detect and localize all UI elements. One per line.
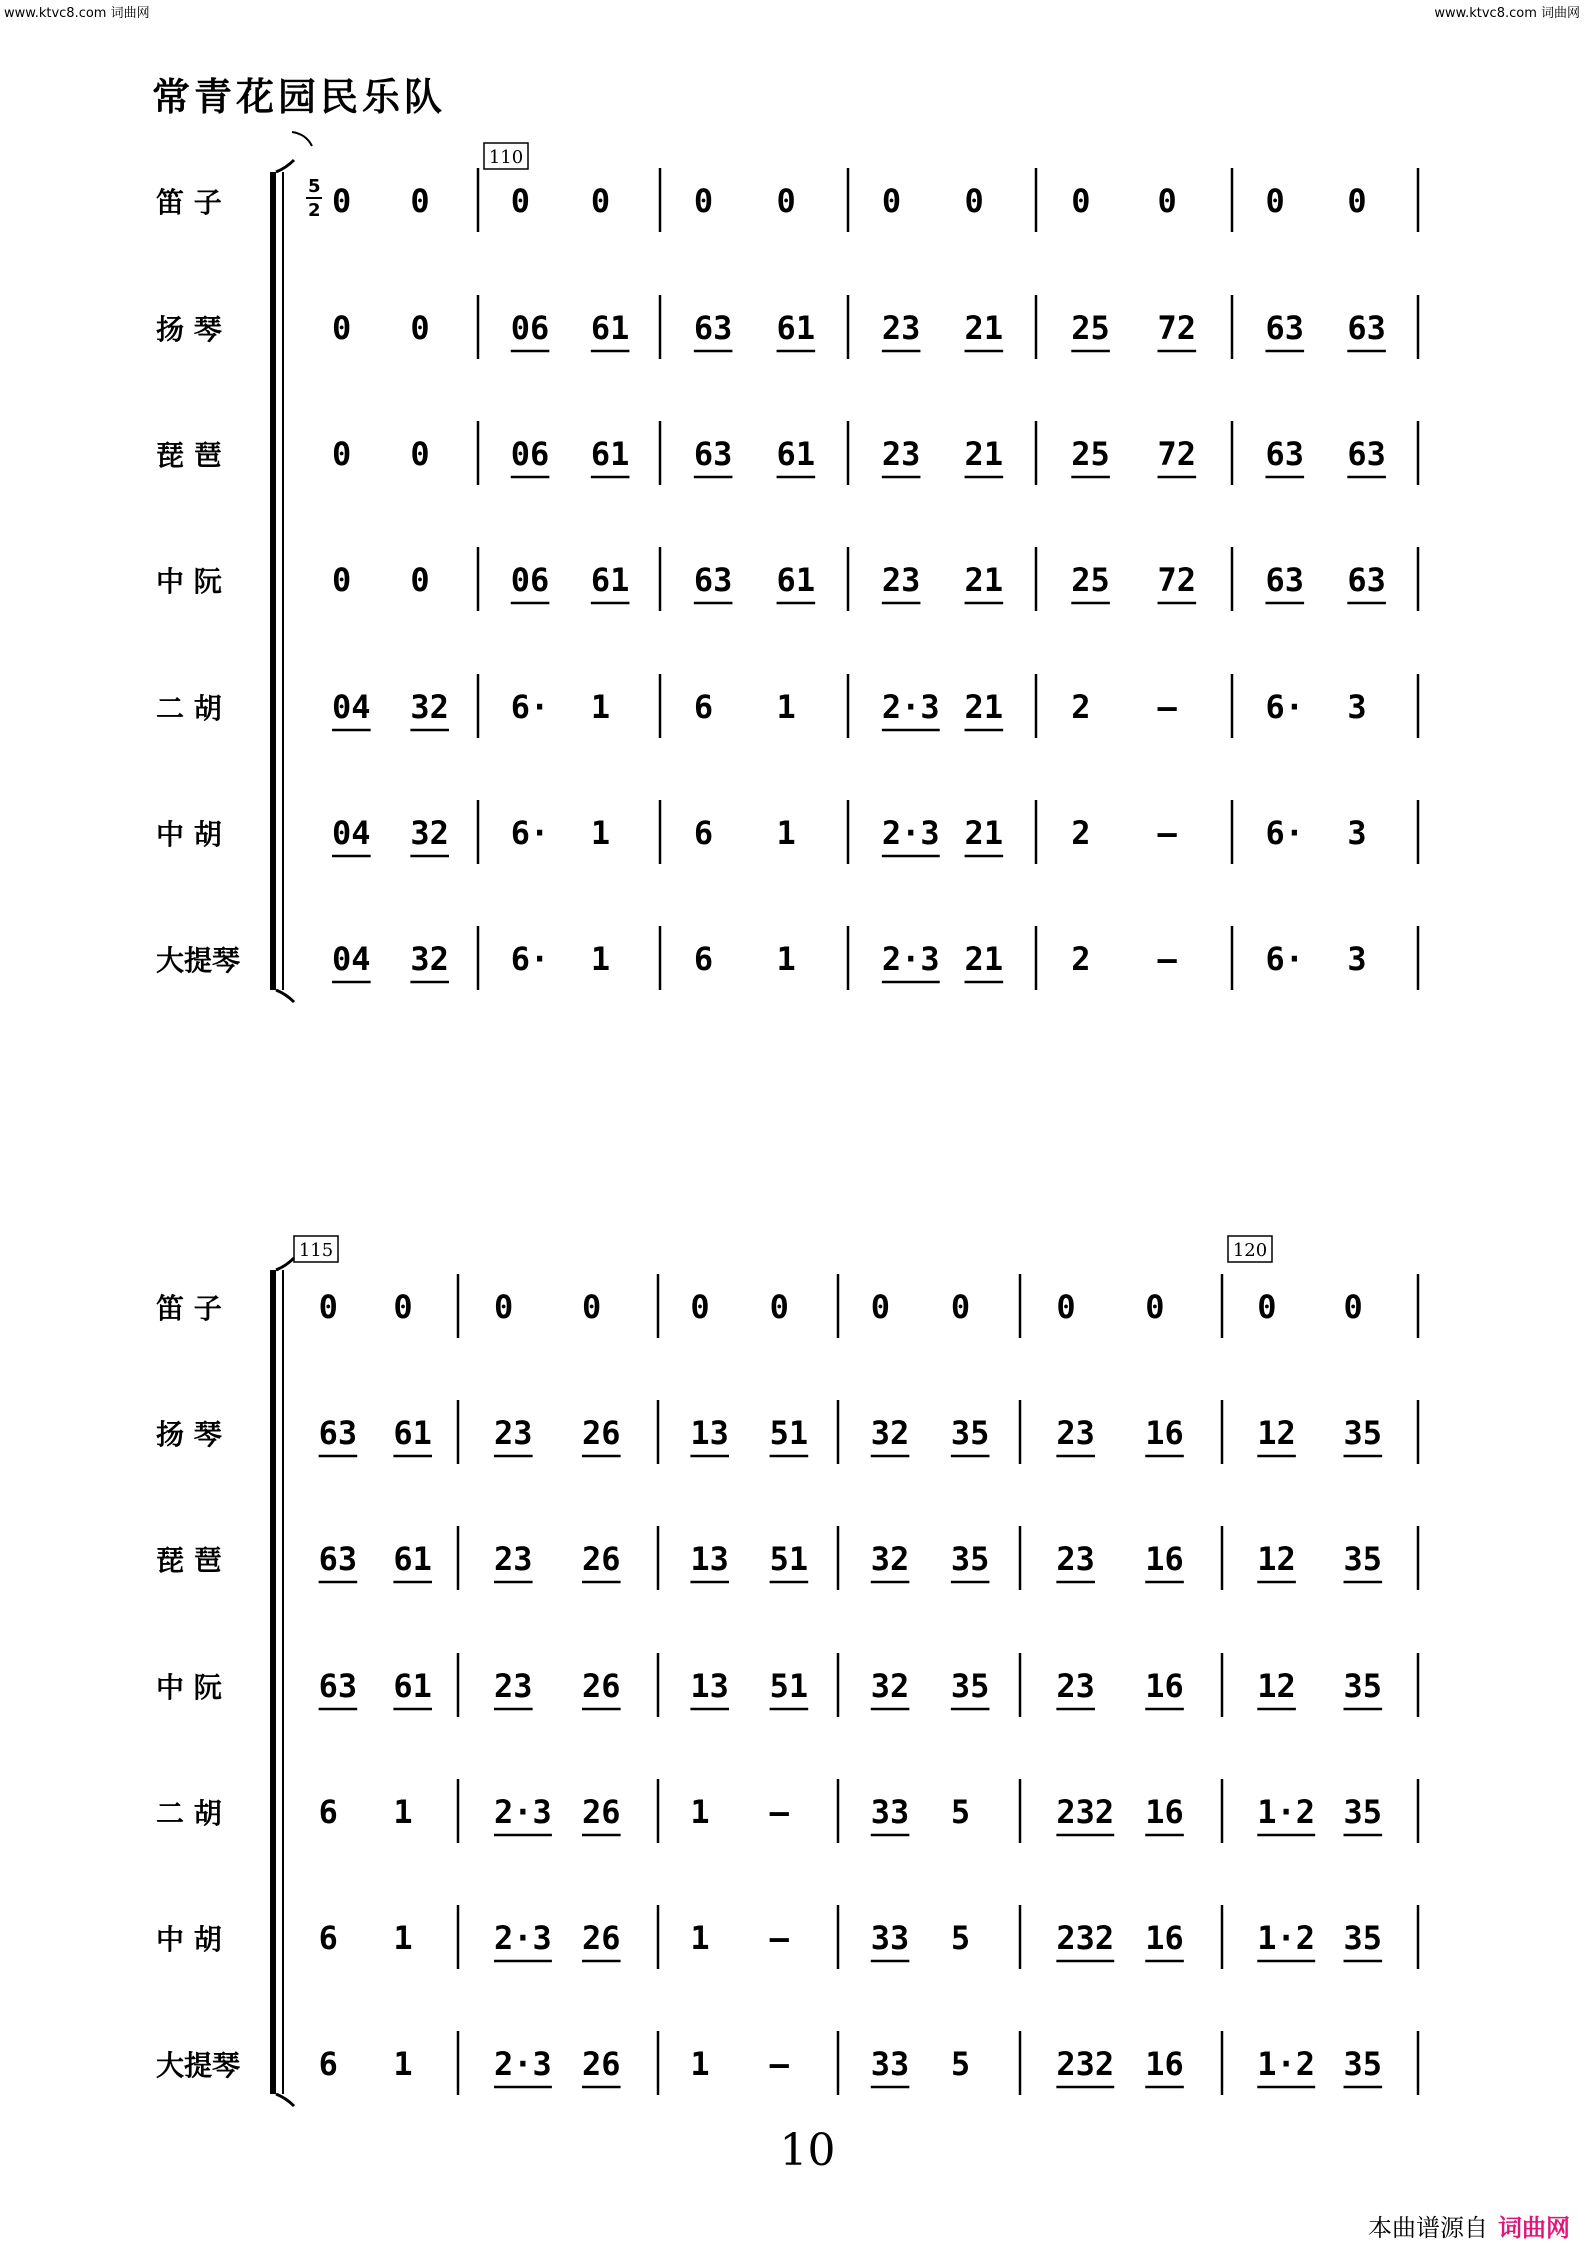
page-title: 常青花园民乐队 [152, 75, 447, 119]
header-left-watermark: www.ktvc8.com 词曲网 [4, 6, 150, 21]
note-group: 32 [870, 1540, 910, 1578]
note-group: 63 [1347, 309, 1386, 347]
note-group: 16 [1145, 1919, 1184, 1957]
instrument-name: 扬 琴 [156, 313, 222, 346]
note-group: 6 [693, 688, 714, 726]
note-group: 04 [332, 688, 371, 726]
note-group: 16 [1145, 1540, 1184, 1578]
note-group: 51 [769, 1667, 809, 1705]
note-group: 1 [393, 2045, 413, 2083]
note-group: 63 [318, 1540, 358, 1578]
note-group: 06 [510, 561, 550, 599]
note-group: 63 [1347, 435, 1386, 473]
note-group: 33 [870, 1919, 910, 1957]
note-group: 35 [1343, 2045, 1383, 2083]
note-group: 1 [590, 940, 611, 978]
note-group: 63 [693, 435, 733, 473]
note-group: 6· [510, 688, 550, 726]
note-group: 6 [693, 940, 714, 978]
note-group: 0 [410, 561, 430, 599]
note-group: 0 [1056, 1288, 1076, 1326]
instrument-name: 二 胡 [156, 692, 222, 725]
instrument-name: 琵 琶 [156, 439, 222, 472]
note-group: 0 [1343, 1288, 1363, 1326]
bracket-top-hook [276, 1258, 294, 1270]
note-group: 3 [1347, 814, 1367, 852]
note-group: 12 [1257, 1540, 1296, 1578]
note-group: 63 [693, 561, 733, 599]
instrument-name: 中 胡 [156, 1923, 222, 1956]
note-group: 61 [393, 1540, 432, 1578]
page-number: 10 [779, 2125, 836, 2176]
note-group: 32 [870, 1414, 910, 1452]
note-group: 2·3 [494, 2045, 552, 2083]
note-group: 16 [1145, 1414, 1184, 1452]
breath-mark-icon [292, 132, 312, 146]
note-group: 72 [1157, 309, 1197, 347]
note-group: 26 [582, 1414, 621, 1452]
note-group: 0 [332, 435, 352, 473]
instrument-name: 中 阮 [156, 565, 222, 598]
note-group: 0 [332, 561, 352, 599]
note-group: 2 [1071, 814, 1091, 852]
note-group: 21 [964, 435, 1004, 473]
note-group: 26 [582, 1540, 621, 1578]
note-group: 35 [1343, 1919, 1383, 1957]
note-group: 13 [690, 1414, 729, 1452]
note-group: 1 [776, 688, 796, 726]
rehearsal-mark-number: 110 [488, 147, 524, 168]
note-group: 232 [1056, 2045, 1115, 2083]
note-group: 35 [1343, 1414, 1383, 1452]
instrument-name: 大提琴 [156, 944, 241, 977]
note-group: 51 [769, 1540, 809, 1578]
note-group: 0 [776, 182, 796, 220]
note-group: 61 [393, 1667, 432, 1705]
note-group: 6 [318, 1919, 338, 1957]
note-group: 32 [410, 940, 449, 978]
system-bracket [270, 1270, 276, 2094]
note-group: 16 [1145, 1667, 1184, 1705]
bracket-top-hook [276, 160, 294, 172]
note-group: 23 [1056, 1414, 1095, 1452]
note-group: 6· [1265, 814, 1305, 852]
note-group: 61 [590, 309, 630, 347]
note-group: – [769, 2045, 789, 2083]
note-group: 0 [690, 1288, 710, 1326]
note-group: 6· [510, 940, 550, 978]
note-group: 61 [776, 435, 816, 473]
note-group: 1 [690, 1793, 710, 1831]
note-group: 0 [1157, 182, 1177, 220]
note-group: 23 [494, 1667, 533, 1705]
note-group: 6· [1265, 688, 1305, 726]
note-group: 2 [1071, 940, 1091, 978]
note-group: 2·3 [881, 940, 940, 978]
note-group: 232 [1056, 1919, 1115, 1957]
note-group: 0 [510, 182, 531, 220]
note-group: 21 [964, 814, 1004, 852]
note-group: – [1157, 814, 1177, 852]
footer-source: 本曲谱源自 [1368, 2214, 1488, 2242]
note-group: 21 [964, 309, 1004, 347]
note-group: 32 [870, 1667, 910, 1705]
note-group: 21 [964, 688, 1004, 726]
note-group: 2·3 [881, 688, 940, 726]
note-group: 63 [1265, 309, 1305, 347]
note-group: 35 [1343, 1667, 1383, 1705]
note-group: 0 [1265, 182, 1285, 220]
note-group: 61 [776, 309, 816, 347]
note-group: 5 [950, 2045, 971, 2083]
instrument-name: 笛 子 [156, 186, 222, 219]
note-group: 23 [494, 1540, 533, 1578]
note-group: 1·2 [1257, 1793, 1316, 1831]
note-group: 33 [870, 2045, 910, 2083]
note-group: 0 [410, 435, 430, 473]
note-group: 63 [1347, 561, 1386, 599]
note-group: 0 [410, 309, 430, 347]
note-group: 25 [1071, 435, 1110, 473]
note-group: 26 [582, 1667, 621, 1705]
note-group: 1·2 [1257, 1919, 1316, 1957]
instrument-name: 中 胡 [156, 818, 222, 851]
note-group: 23 [881, 561, 921, 599]
system-bracket [270, 172, 276, 990]
note-group: 32 [410, 688, 449, 726]
note-group: 1 [776, 940, 796, 978]
note-group: 2·3 [494, 1919, 552, 1957]
time-signature-top: 5 [308, 176, 321, 197]
note-group: 51 [769, 1414, 809, 1452]
note-group: 2·3 [494, 1793, 552, 1831]
note-group: 0 [332, 309, 352, 347]
note-group: 26 [582, 2045, 621, 2083]
note-group: 63 [318, 1667, 358, 1705]
footer-brand: 词曲网 [1498, 2214, 1570, 2242]
note-group: 3 [1347, 688, 1367, 726]
note-group: 26 [582, 1919, 621, 1957]
note-group: 0 [410, 182, 430, 220]
note-group: 21 [964, 940, 1004, 978]
rehearsal-mark-number: 115 [298, 1240, 334, 1261]
note-group: 1·2 [1257, 2045, 1316, 2083]
note-group: 1 [590, 688, 611, 726]
instrument-name: 琵 琶 [156, 1544, 222, 1577]
note-group: 1 [776, 814, 796, 852]
note-group: – [769, 1793, 789, 1831]
note-group: 63 [318, 1414, 358, 1452]
note-group: 23 [494, 1414, 533, 1452]
bracket-bottom-hook [276, 990, 294, 1002]
note-group: 0 [318, 1288, 338, 1326]
note-group: 35 [950, 1540, 990, 1578]
note-group: 35 [1343, 1793, 1383, 1831]
note-group: 12 [1257, 1414, 1296, 1452]
note-group: 33 [870, 1793, 910, 1831]
note-group: 13 [690, 1667, 729, 1705]
note-group: 1 [690, 2045, 710, 2083]
note-group: 63 [693, 309, 733, 347]
note-group: 6 [318, 1793, 338, 1831]
bracket-bottom-hook [276, 2094, 294, 2106]
note-group: 0 [964, 182, 984, 220]
instrument-name: 大提琴 [156, 2049, 241, 2082]
note-group: 0 [332, 182, 352, 220]
note-group: 0 [1257, 1288, 1277, 1326]
note-group: 23 [1056, 1540, 1095, 1578]
note-group: 232 [1056, 1793, 1115, 1831]
note-group: 25 [1071, 561, 1110, 599]
note-group: 61 [393, 1414, 432, 1452]
note-group: 5 [950, 1919, 971, 1957]
note-group: – [769, 1919, 789, 1957]
note-group: 0 [769, 1288, 789, 1326]
note-group: 06 [510, 309, 550, 347]
note-group: 16 [1145, 2045, 1184, 2083]
note-group: 23 [881, 309, 921, 347]
note-group: 1 [690, 1919, 710, 1957]
time-signature-bottom: 2 [308, 200, 321, 221]
header-right-watermark: www.ktvc8.com 词曲网 [1434, 6, 1580, 21]
note-group: 6 [693, 814, 714, 852]
note-group: 35 [950, 1414, 990, 1452]
note-group: 0 [1145, 1288, 1165, 1326]
instrument-name: 笛 子 [156, 1292, 222, 1325]
note-group: 0 [582, 1288, 602, 1326]
note-group: 2 [1071, 688, 1091, 726]
note-group: 61 [776, 561, 816, 599]
note-group: 12 [1257, 1667, 1296, 1705]
note-group: 72 [1157, 561, 1197, 599]
note-group: 0 [1347, 182, 1367, 220]
instrument-name: 扬 琴 [156, 1418, 222, 1451]
note-group: 63 [1265, 561, 1305, 599]
footer-credit [1368, 2208, 1570, 2243]
note-group: 23 [881, 435, 921, 473]
note-group: 0 [870, 1288, 891, 1326]
note-group: 6· [1265, 940, 1305, 978]
note-group: 5 [950, 1793, 971, 1831]
note-group: 6 [318, 2045, 338, 2083]
note-group: 0 [693, 182, 714, 220]
note-group: 06 [510, 435, 550, 473]
note-group: 0 [494, 1288, 514, 1326]
note-group: 26 [582, 1793, 621, 1831]
note-group: 21 [964, 561, 1004, 599]
note-group: 6· [510, 814, 550, 852]
instrument-name: 中 阮 [156, 1671, 222, 1704]
note-group: 0 [590, 182, 611, 220]
note-group: 35 [1343, 1540, 1383, 1578]
note-group: – [1157, 940, 1177, 978]
note-group: 1 [393, 1793, 413, 1831]
note-group: 04 [332, 940, 371, 978]
note-group: 1 [590, 814, 611, 852]
note-group: 0 [881, 182, 902, 220]
note-group: 63 [1265, 435, 1305, 473]
note-group: 16 [1145, 1793, 1184, 1831]
note-group: 61 [590, 435, 630, 473]
instrument-name: 二 胡 [156, 1797, 222, 1830]
rehearsal-mark-number: 120 [1232, 1240, 1268, 1261]
note-group: 32 [410, 814, 449, 852]
note-group: 13 [690, 1540, 729, 1578]
note-group: 25 [1071, 309, 1110, 347]
note-group: 3 [1347, 940, 1367, 978]
note-group: 61 [590, 561, 630, 599]
note-group: – [1157, 688, 1177, 726]
note-group: 2·3 [881, 814, 940, 852]
note-group: 04 [332, 814, 371, 852]
note-group: 23 [1056, 1667, 1095, 1705]
note-group: 72 [1157, 435, 1197, 473]
note-group: 35 [950, 1667, 990, 1705]
note-group: 1 [393, 1919, 413, 1957]
note-group: 0 [393, 1288, 413, 1326]
note-group: 0 [1071, 182, 1091, 220]
note-group: 0 [950, 1288, 971, 1326]
